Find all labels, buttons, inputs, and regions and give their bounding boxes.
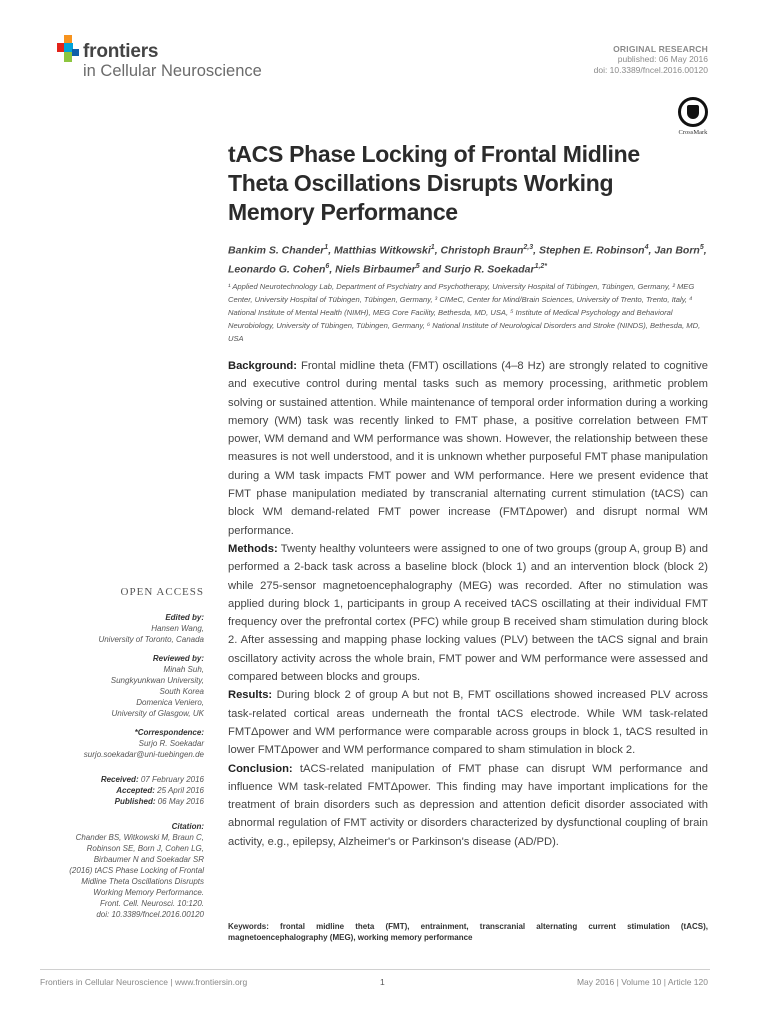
frontiers-logo-icon [57, 35, 79, 63]
footer-journal-link[interactable]: Frontiers in Cellular Neuroscience | www.frontiersin.org [40, 977, 248, 987]
editor-name: Hansen Wang, [151, 624, 204, 633]
author-affiliation-marker: 1,2* [534, 262, 548, 270]
crossmark-icon [678, 97, 708, 127]
author-name[interactable]: Bankim S. Chander [228, 244, 325, 257]
author-affiliation-marker: 2,3 [523, 244, 534, 251]
methods-label: Methods: [228, 542, 278, 555]
correspondence-email[interactable]: surjo.soekadar@uni-tuebingen.de [83, 750, 204, 759]
published-date: published: 06 May 2016 [617, 54, 708, 64]
reviewer-line: University of Glasgow, UK [111, 709, 204, 718]
citation-line: Robinson SE, Born J, Cohen LG, [86, 844, 204, 853]
methods-text: Twenty healthy volunteers were assigned to one of two groups (group A, group B) and performed a 2-back task across a baseline block (block 1) and an intervention block (block 2) while 275-sensor magnetoencephalography (MEG) was recorded. After no stimulation was applied during block 1, participants in group A received tACS oscillating at their individual FMT frequency over the prefrontal cortex (PFC) while group B received sham stimulation during block 2. After assessing and mapping phase locking values (PLV) between the tACS signal and brain oscillatory activity across the whole brain, FMT power and WM performance were assessed and compared between blocks and groups. [228, 542, 708, 684]
accepted-date [40, 785, 204, 796]
citation-line: (2016) tACS Phase Locking of Frontal [69, 866, 204, 875]
author-affiliation-marker: 1 [324, 244, 329, 251]
published-label: Published: [114, 797, 156, 806]
author-name[interactable]: Niels Birbaumer [335, 263, 416, 275]
author-name[interactable]: Jan Born [654, 244, 700, 257]
footer-divider [40, 969, 710, 970]
accepted-label: Accepted: [116, 786, 155, 795]
results-text: During block 2 of group A but not B, FMT oscillations showed increased PLV across task-related cortical areas underneath the frontal tACS electrode. While WM task-related FMTΔpower and WM performance were comparable across groups in block 1, tACS resulted in lower FMTΔpower and WM performance compared to sham stimulation in block 2. [228, 689, 709, 757]
brand-name: frontiers [83, 41, 159, 62]
page-number: 1 [380, 977, 385, 987]
edited-by-label: Edited by: [165, 613, 204, 622]
crossmark-badge[interactable] [673, 97, 713, 139]
author-affiliation-marker: 5 [699, 244, 704, 251]
journal-logo[interactable] [57, 33, 297, 83]
editor-affiliation: University of Toronto, Canada [98, 635, 204, 644]
reviewer-line: South Korea [159, 687, 204, 696]
citation-line: Birbaumer N and Soekadar SR [93, 855, 204, 864]
received-label: Received: [100, 775, 139, 784]
citation-line: Chander BS, Witkowski M, Braun C, [75, 833, 204, 842]
abstract-results [228, 686, 708, 759]
abstract-conclusion [228, 760, 708, 851]
author-name[interactable]: Matthias Witkowski [334, 244, 431, 257]
reviewed-by-label: Reviewed by: [152, 654, 204, 663]
article-type: ORIGINAL RESEARCH [613, 44, 708, 54]
citation-line: Working Memory Performance. [93, 888, 204, 897]
published-date-sidebar [40, 796, 204, 807]
reviewer-line: Minah Suh, [163, 665, 204, 674]
affiliations: ¹ Applied Neurotechnology Lab, Department of Psychiatry and Psychotherapy, University Hospital of Tübingen, Tübingen, Germany, ² MEG Center, University Hospital of Tübingen, Tübingen, Germany, ³ CIMeC, Center for Mind/Brain Sciences, University of Trento, Trento, Italy, ⁴ National Institute of Mental Health (NIMH), MEG Core Facility, Bethesda, MD, USA, ⁵ Institute of Medical Psychology and Behavioral Neurobiology, University of Tübingen, Tübingen, Germany, ⁶ National Institute of Neurological Disorders and Stroke (NINDS), Bethesda, MD, USA [228, 282, 701, 343]
doi-link[interactable]: doi: 10.3389/fncel.2016.00120 [593, 65, 708, 75]
sidebar [40, 586, 204, 928]
author-list: Bankim S. Chander$^1$, Matthias Witkowski$^1$, Christoph Braun$^{2,3}$, Stephen E. Robinson$^4$, Jan Born$^5$, Leonardo G. Cohen$^6$, Niels Birbaumer$^5$ and Surjo R. Soekadar$^{1,2*}$ [228, 244, 707, 275]
author-name[interactable]: Leonardo G. Cohen [228, 263, 326, 275]
conclusion-label: Conclusion: [228, 762, 293, 775]
conclusion-text: tACS-related manipulation of FMT phase can disrupt WM performance and influence WM task-related FMTΔpower. This finding may have important implications for the treatment of brain disorders such as depression and attention deficit disorder associated with abnormal regulation of FMT activity or disorders characterized by dysfunctional coupling of brain activity, e.g., epilepsy, Alzheimer's or Parkinson's disease (AD/PD). [228, 762, 708, 848]
background-text: Frontal midline theta (FMT) oscillations (4–8 Hz) are strongly related to cognitive and executive control during mental tasks such as memory processing, arithmetic problem solving or sustained attention. While maintenance of temporal order information during a working memory (WM) task was recently linked to FMT phase, a positive correlation between FMT power, WM demand and WM performance was shown. However, the relationship between these measures is not well understood, and it is unknown whether purposeful FMT phase manipulation during a WM task impacts FMT power and WM performance. Here we present evidence that FMT phase manipulation mediated by transcranial alternating current stimulation (tACS) can block WM demand-related FMT power increase (FMTΔpower) and disrupt normal WM performance. [228, 360, 708, 537]
citation-line: Midline Theta Oscillations Disrupts [81, 877, 204, 886]
abstract [228, 357, 708, 851]
crossmark-label: CrossMark [678, 129, 708, 136]
correspondence-label: *Correspondence: [134, 728, 204, 737]
reviewer-line: Sungkyunkwan University, [110, 676, 204, 685]
open-access-label: OPEN ACCESS [120, 586, 204, 598]
author-affiliation-marker: 4 [644, 244, 649, 251]
footer-issue-info: May 2016 | Volume 10 | Article 120 [576, 977, 708, 987]
article-meta [594, 44, 708, 76]
correspondence [40, 727, 204, 760]
author-name[interactable]: Christoph Braun [440, 244, 524, 257]
reviewer-line: Domenica Veniero, [136, 698, 204, 707]
citation-line: Front. Cell. Neurosci. 10:120. [99, 899, 204, 908]
author-name[interactable]: Stephen E. Robinson [538, 244, 645, 257]
author-affiliation-marker: 5 [415, 262, 420, 270]
background-label: Background: [228, 360, 297, 372]
correspondence-name: Surjo R. Soekadar [138, 739, 204, 748]
dates [40, 774, 204, 807]
article-title: tACS Phase Locking of Frontal Midline Theta Oscillations Disrupts Working Memory Performance [228, 141, 640, 225]
abstract-methods [228, 540, 708, 686]
author-name[interactable]: Surjo R. Soekadar [444, 263, 535, 275]
received-date [40, 774, 204, 785]
published-value: 06 May 2016 [157, 797, 204, 806]
received-value: 07 February 2016 [140, 775, 204, 784]
citation [40, 821, 204, 920]
accepted-value: 25 April 2016 [157, 786, 204, 795]
journal-name: in Cellular Neuroscience [83, 62, 262, 80]
author-affiliation-marker: 1 [430, 244, 435, 251]
citation-doi[interactable]: doi: 10.3389/fncel.2016.00120 [96, 910, 204, 919]
abstract-background [228, 357, 708, 540]
reviewed-by [40, 653, 204, 719]
edited-by [40, 612, 204, 645]
keywords: Keywords: frontal midline theta (FMT), entrainment, transcranial alternating current stimulation (tACS), magnetoencephalography (MEG), working memory performance [228, 922, 708, 942]
citation-label: Citation: [171, 822, 204, 831]
author-affiliation-marker: 6 [325, 262, 330, 270]
results-label: Results: [228, 689, 273, 702]
